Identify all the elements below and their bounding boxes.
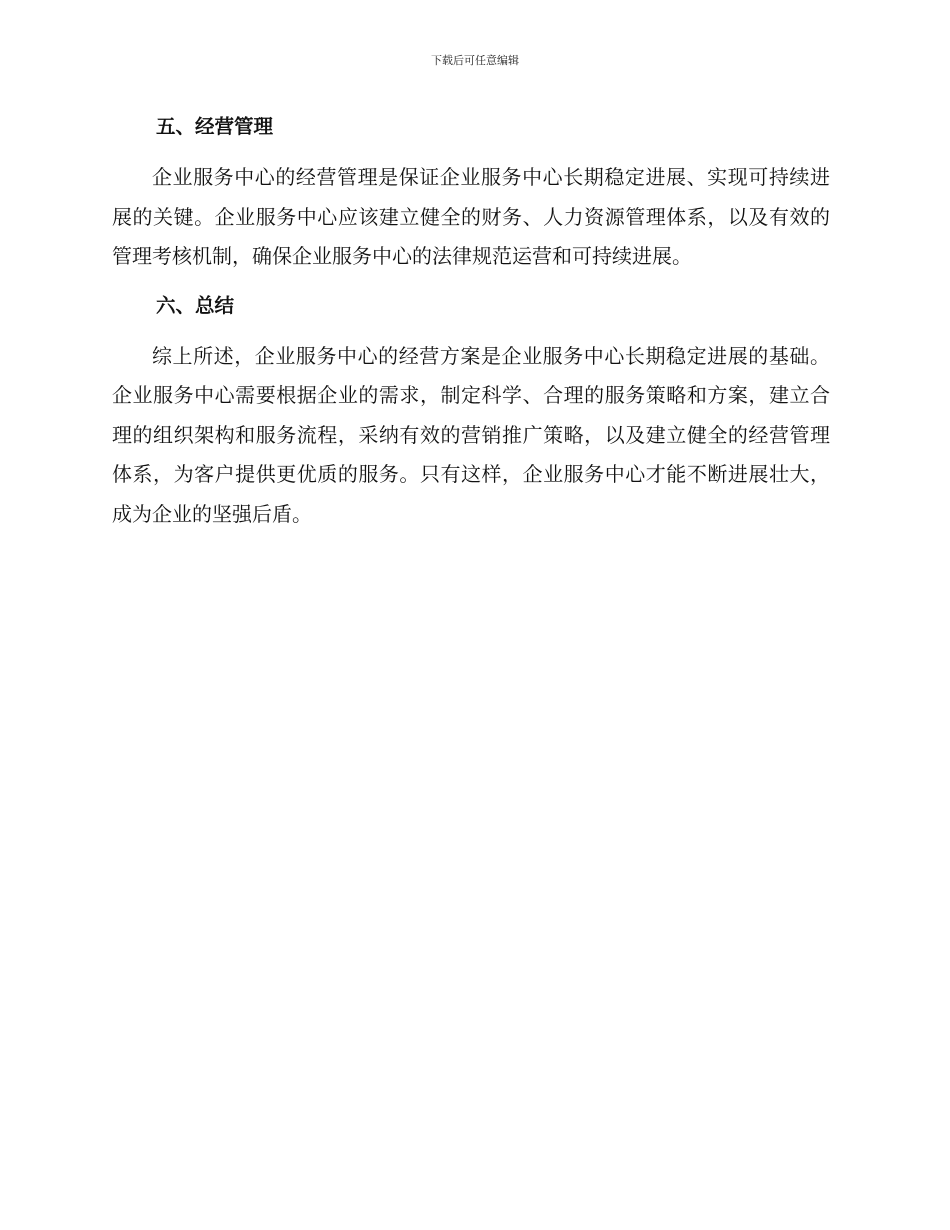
section-heading-summary: 六、总结 — [156, 293, 235, 317]
spacer — [112, 325, 830, 337]
section-paragraph-management: 企业服务中心的经营管理是保证企业服务中心长期稳定进展、实现可持续进展的关键。企业服务中心应该建立健全的财务、人力资源管理体系，以及有效的管理考核机制，确保企业服务中心的法律规范运营和可持续进展。 — [112, 165, 830, 268]
section-heading-management: 五、经营管理 — [156, 115, 274, 138]
spacer — [112, 146, 830, 158]
spacer — [112, 277, 830, 287]
page-header-note: 下载后可任意编辑 — [431, 54, 519, 67]
section-paragraph-summary: 综上所述，企业服务中心的经营方案是企业服务中心长期稳定进展的基础。企业服务中心需要根据企业的需求，制定科学、合理的服务策略和方案，建立合理的组织架构和服务流程，采纳有效的营销推广策略，以及建立健全的经营管理体系，为客户提供更优质的服务。只有这样，企业服务中心才能不断进展壮大，成为企业的坚强后盾。 — [112, 343, 830, 526]
document-body — [112, 108, 830, 534]
